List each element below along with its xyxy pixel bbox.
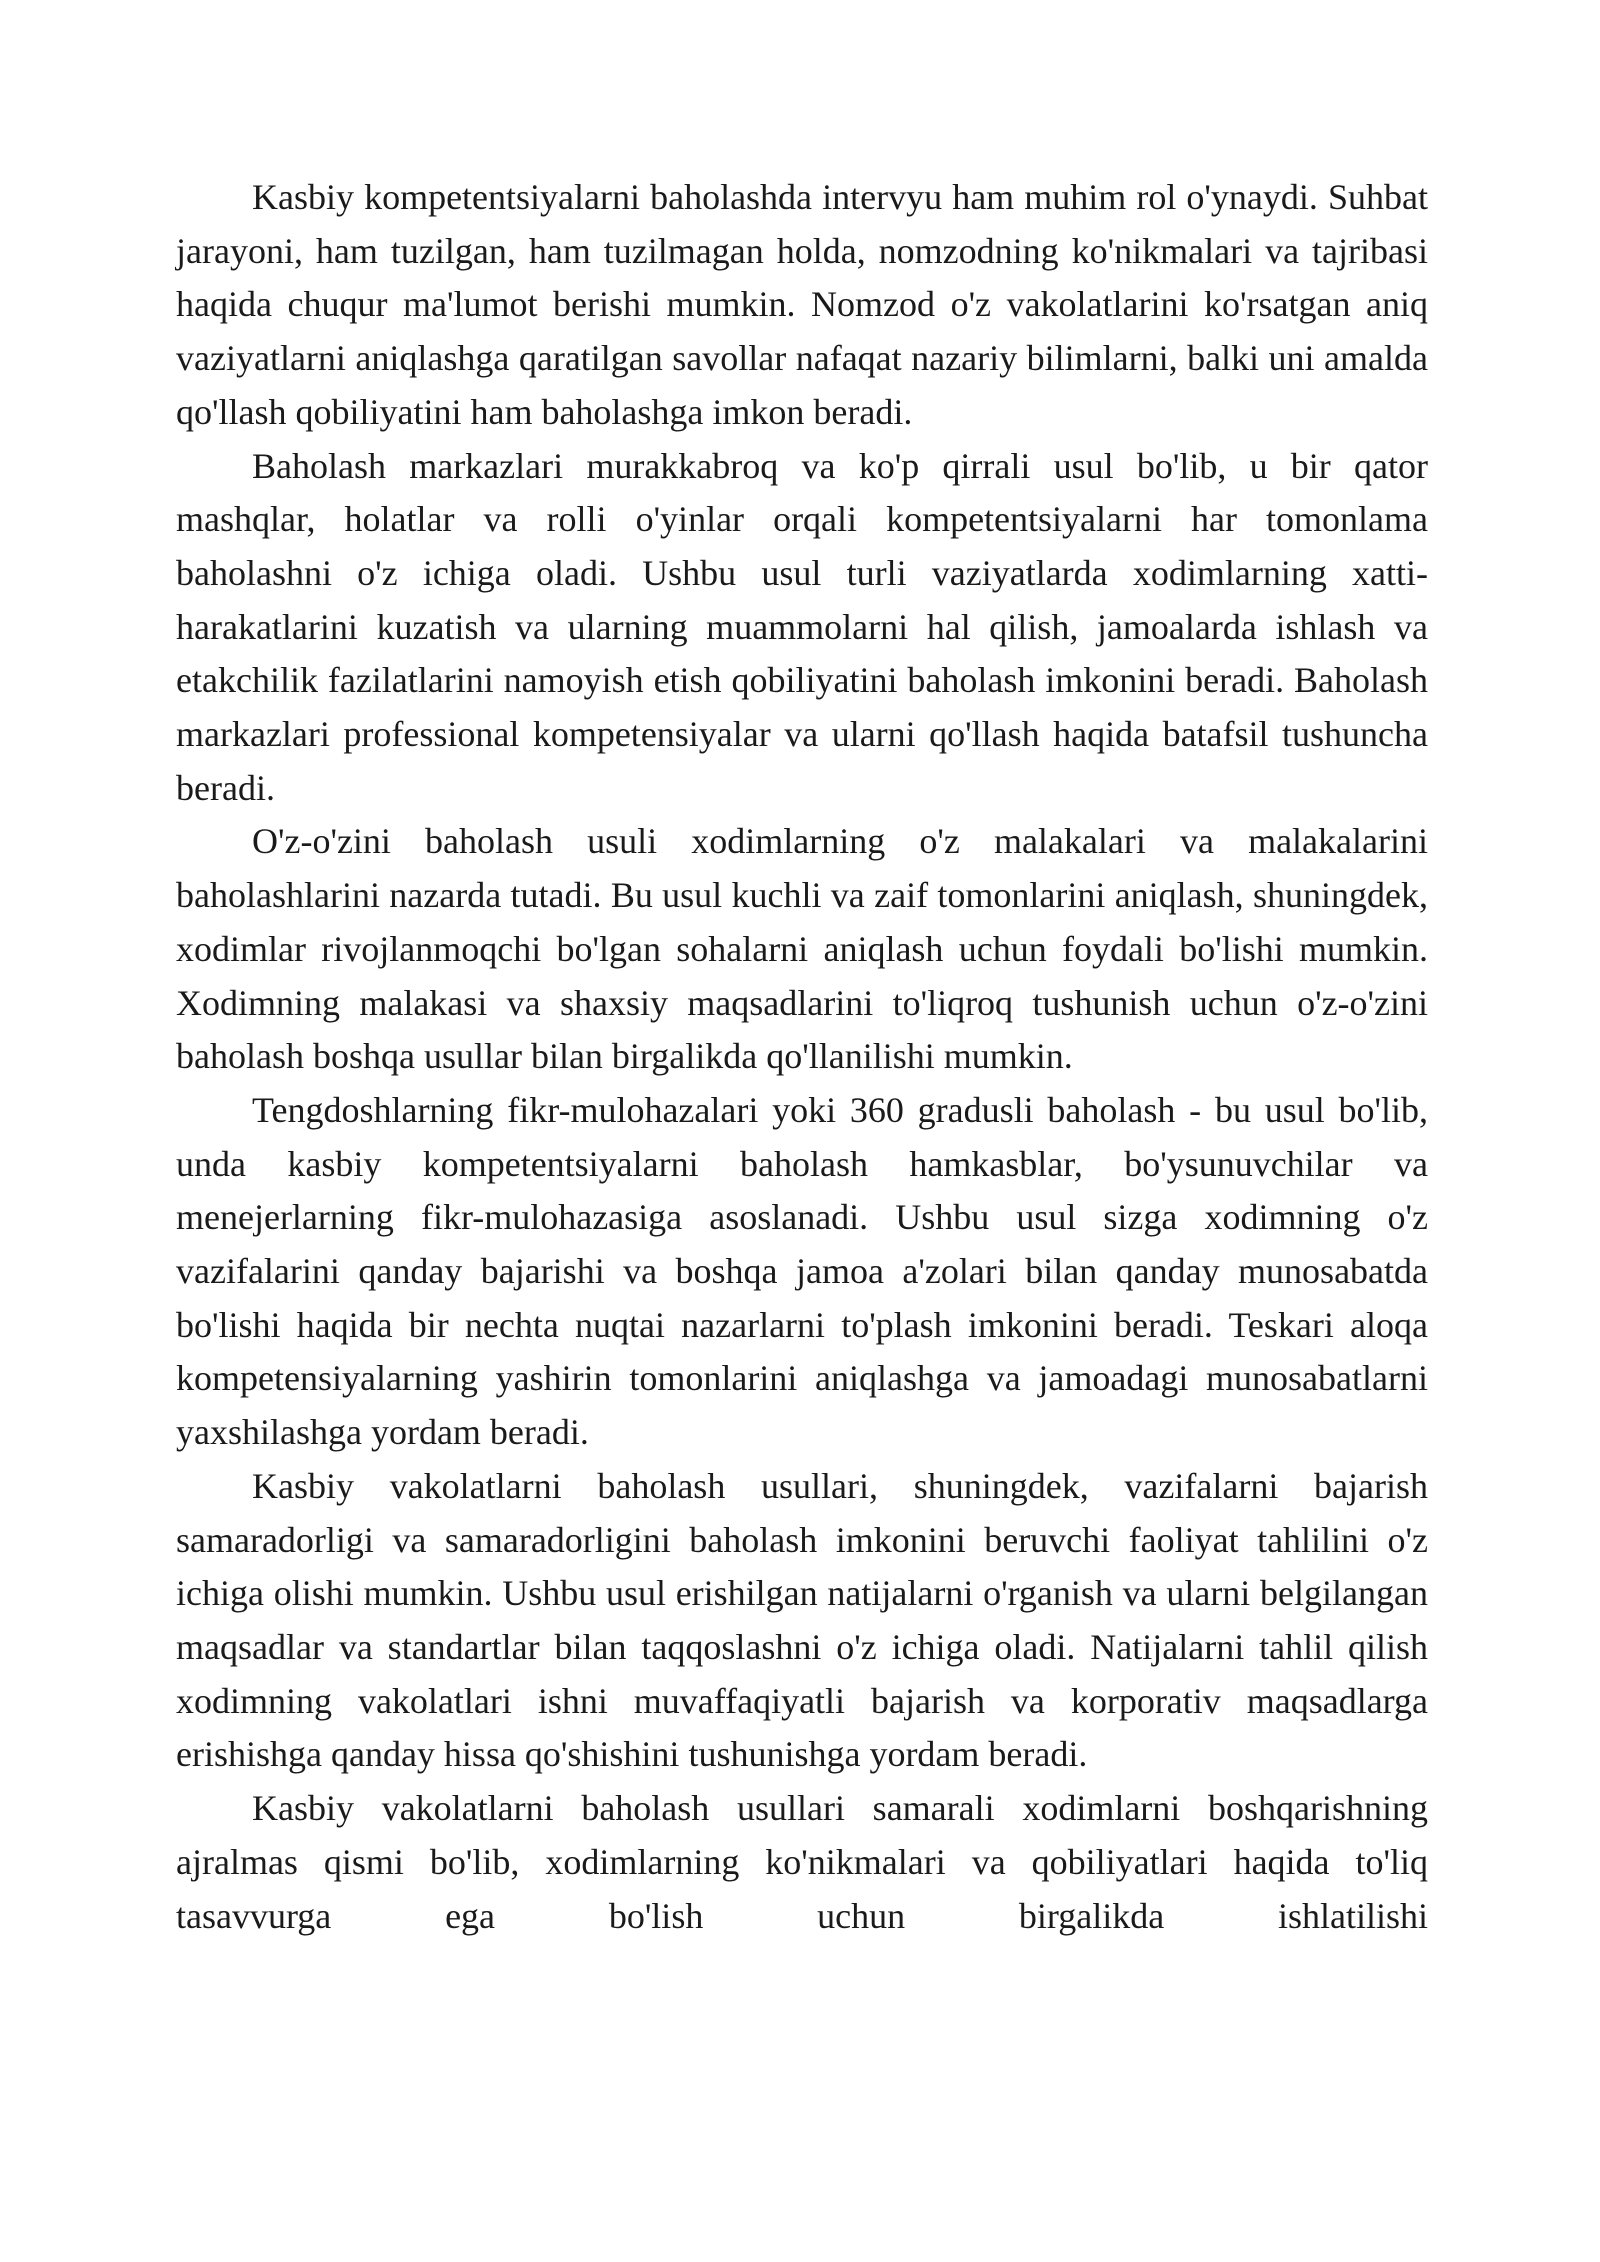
paragraph-conclusion: Kasbiy vakolatlarni baholash usullari samarali xodimlarni boshqarishning ajralmas qismi bo'lib, xodimlarning ko'nikmalari va qobiliyatlari haqida to'liq tasavvurga ega bo'lish uchun birgalikda ishlatilishi bbox=[176, 1788, 1428, 1936]
paragraph-360-feedback: Tengdoshlarning fikr-mulohazalari yoki 360 gradusli baholash - bu usul bo'lib, unda kasbiy kompetentsiyalarni baholash hamkasblar, bo'ysunuvchilar va menejerlarning fikr-mulohazasiga asoslanadi. Ushbu usul sizga xodimning o'z vazifalarini qanday bajarishi va boshqa jamoa a'zolari bilan qanday munosabatda bo'lishi haqida bir nechta nuqtai nazarlarni to'plash imkonini beradi. Teskari aloqa kompetensiyalarning yashirin tomonlarini aniqlashga va jamoadagi munosabatlarni yaxshilashga yordam beradi. bbox=[176, 1089, 1428, 1453]
body-text bbox=[176, 171, 1428, 1943]
paragraph-performance-analysis: Kasbiy vakolatlarni baholash usullari, shuningdek, vazifalarni bajarish samaradorligi va samaradorligini baholash imkonini beruvchi faoliyat tahlilini o'z ichiga olishi mumkin. Ushbu usul erishilgan natijalarni o'rganish va ularni belgilangan maqsadlar va standartlar bilan taqqoslashni o'z ichiga oladi. Natijalarni tahlil qilish xodimning vakolatlari ishni muvaffaqiyatli bajarish va korporativ maqsadlarga erishishga qanday hissa qo'shishini tushunishga yordam beradi. bbox=[176, 1465, 1428, 1775]
paragraph-assessment-centers: Baholash markazlari murakkabroq va ko'p qirrali usul bo'lib, u bir qator mashqlar, holatlar va rolli o'yinlar orqali kompetentsiyalarni har tomonlama baholashni o'z ichiga oladi. Ushbu usul turli vaziyatlarda xodimlarning xatti-harakatlarini kuzatish va ularning muammolarni hal qilish, jamoalarda ishlash va etakchilik fazilatlarini namoyish etish qobiliyatini baholash imkonini beradi. Baholash markazlari professional kompetensiyalar va ularni qo'llash haqida batafsil tushuncha beradi. bbox=[176, 445, 1428, 808]
paragraph-self-assessment: O'z-o'zini baholash usuli xodimlarning o'z malakalari va malakalarini baholashlarini nazarda tutadi. Bu usul kuchli va zaif tomonlarini aniqlash, shuningdek, xodimlar rivojlanmoqchi bo'lgan sohalarni aniqlash uchun foydali bo'lishi mumkin. Xodimning malakasi va shaxsiy maqsadlarini to'liqroq tushunish uchun o'z-o'zini baholash boshqa usullar bilan birgalikda qo'llanilishi mumkin. bbox=[176, 821, 1428, 1077]
paragraph-interview: Kasbiy kompetentsiyalarni baholashda intervyu ham muhim rol o'ynaydi. Suhbat jarayoni, ham tuzilgan, ham tuzilmagan holda, nomzodning ko'nikmalari va tajribasi haqida chuqur ma'lumot berishi mumkin. Nomzod o'z vakolatlarini ko'rsatgan aniq vaziyatlarni aniqlashga qaratilgan savollar nafaqat nazariy bilimlarni, balki uni amalda qo'llash qobiliyatini ham baholashga imkon beradi. bbox=[176, 177, 1428, 432]
